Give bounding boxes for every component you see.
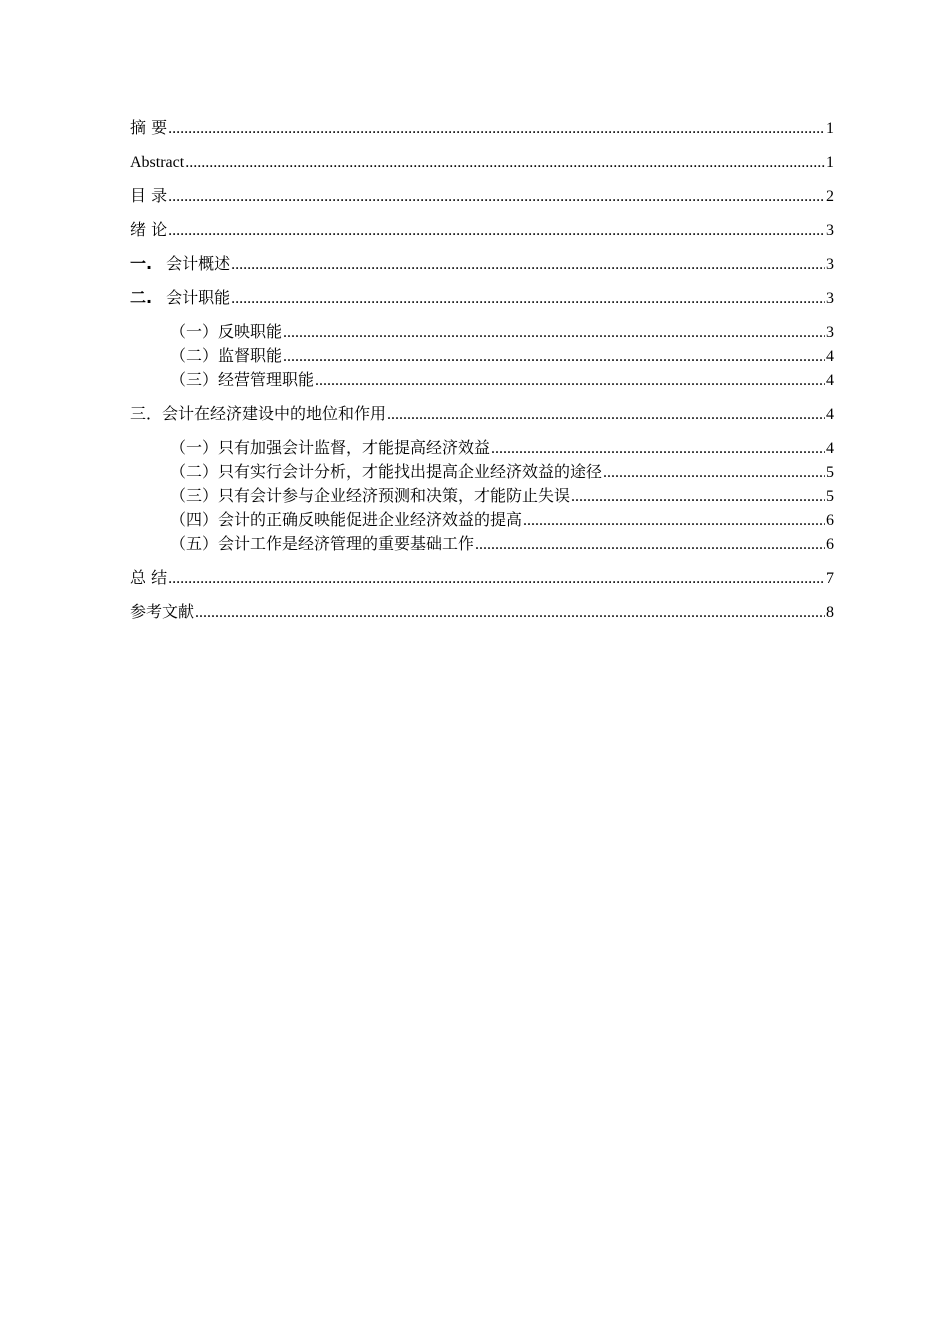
toc-leader-dots (168, 566, 825, 591)
toc-entry-section-3-1 (130, 436, 834, 460)
toc-entry-page: 5 (826, 488, 834, 505)
toc-entry-section-3-3 (130, 484, 834, 508)
toc-leader-dots (168, 218, 825, 243)
toc-entry-number: 二. (130, 288, 153, 307)
toc-leader-dots (185, 150, 825, 175)
toc-leader-dots (231, 286, 825, 311)
toc-entry-chapter-3 (130, 402, 834, 426)
toc-entry-page: 4 (826, 406, 834, 423)
toc-entry-label: 会计职能 (166, 288, 231, 307)
toc-entry-page: 6 (826, 512, 834, 529)
toc-entry-contents (130, 184, 834, 208)
toc-entry-introduction (130, 218, 834, 242)
toc-leader-dots (195, 600, 825, 625)
toc-entry-label: 会计概述 (166, 254, 231, 273)
toc-entry-page: 1 (826, 120, 834, 137)
toc-leader-dots (283, 344, 825, 369)
toc-entry-section-2-2 (130, 344, 834, 368)
toc-leader-dots (387, 402, 825, 427)
toc-leader-dots (475, 532, 825, 557)
toc-entry-label: 总 结 (130, 568, 168, 587)
toc-entry-section-2-1 (130, 320, 834, 344)
toc-leader-dots (168, 116, 825, 141)
toc-entry-label: Abstract (130, 154, 185, 171)
toc-leader-dots (603, 460, 825, 485)
toc-entry-section-2-3 (130, 368, 834, 392)
toc-entry-label: （三）只有会计参与企业经济预测和决策，才能防止失误 (170, 486, 571, 505)
toc-entry-chapter-2 (130, 286, 834, 310)
toc-entry-page: 4 (826, 440, 834, 457)
toc-entry-page: 2 (826, 188, 834, 205)
toc-leader-dots (315, 368, 825, 393)
toc-entry-page: 8 (826, 604, 834, 621)
toc-leader-dots (231, 252, 825, 277)
toc-entry-abstract-en (130, 150, 834, 174)
toc-entry-label: （二）只有实行会计分析，才能找出提高企业经济效益的途径 (170, 462, 603, 481)
toc-entry-page: 3 (826, 324, 834, 341)
toc-entry-label: （一）只有加强会计监督，才能提高经济效益 (170, 438, 491, 457)
toc-entry-label: 三．会计在经济建设中的地位和作用 (130, 404, 387, 423)
toc-entry-page: 5 (826, 464, 834, 481)
toc-entry-label: （五）会计工作是经济管理的重要基础工作 (170, 534, 475, 553)
toc-entry-abstract-cn (130, 116, 834, 140)
toc-entry-page: 7 (826, 570, 834, 587)
toc-entry-chapter-1 (130, 252, 834, 276)
table-of-contents (130, 116, 834, 634)
toc-entry-section-3-5 (130, 532, 834, 556)
toc-leader-dots (168, 184, 825, 209)
toc-entry-label: （四）会计的正确反映能促进企业经济效益的提高 (170, 510, 523, 529)
toc-entry-label: 目 录 (130, 186, 168, 205)
toc-entry-page: 4 (826, 372, 834, 389)
toc-entry-page: 1 (826, 154, 834, 171)
toc-leader-dots (523, 508, 825, 533)
toc-entry-page: 6 (826, 536, 834, 553)
toc-leader-dots (571, 484, 825, 509)
toc-entry-page: 3 (826, 290, 834, 307)
toc-entry-number: 一. (130, 254, 153, 273)
toc-entry-section-3-4 (130, 508, 834, 532)
toc-entry-page: 3 (826, 256, 834, 273)
toc-entry-label: （三）经营管理职能 (170, 370, 315, 389)
toc-entry-label: （一）反映职能 (170, 322, 283, 341)
toc-entry-page: 3 (826, 222, 834, 239)
toc-entry-page: 4 (826, 348, 834, 365)
toc-entry-conclusion (130, 566, 834, 590)
toc-entry-label: 参考文献 (130, 602, 195, 621)
toc-entry-label: 绪 论 (130, 220, 168, 239)
toc-leader-dots (491, 436, 825, 461)
toc-entry-label: （二）监督职能 (170, 346, 283, 365)
toc-entry-label: 摘 要 (130, 118, 168, 137)
toc-entry-section-3-2 (130, 460, 834, 484)
toc-leader-dots (283, 320, 825, 345)
toc-entry-references (130, 600, 834, 624)
